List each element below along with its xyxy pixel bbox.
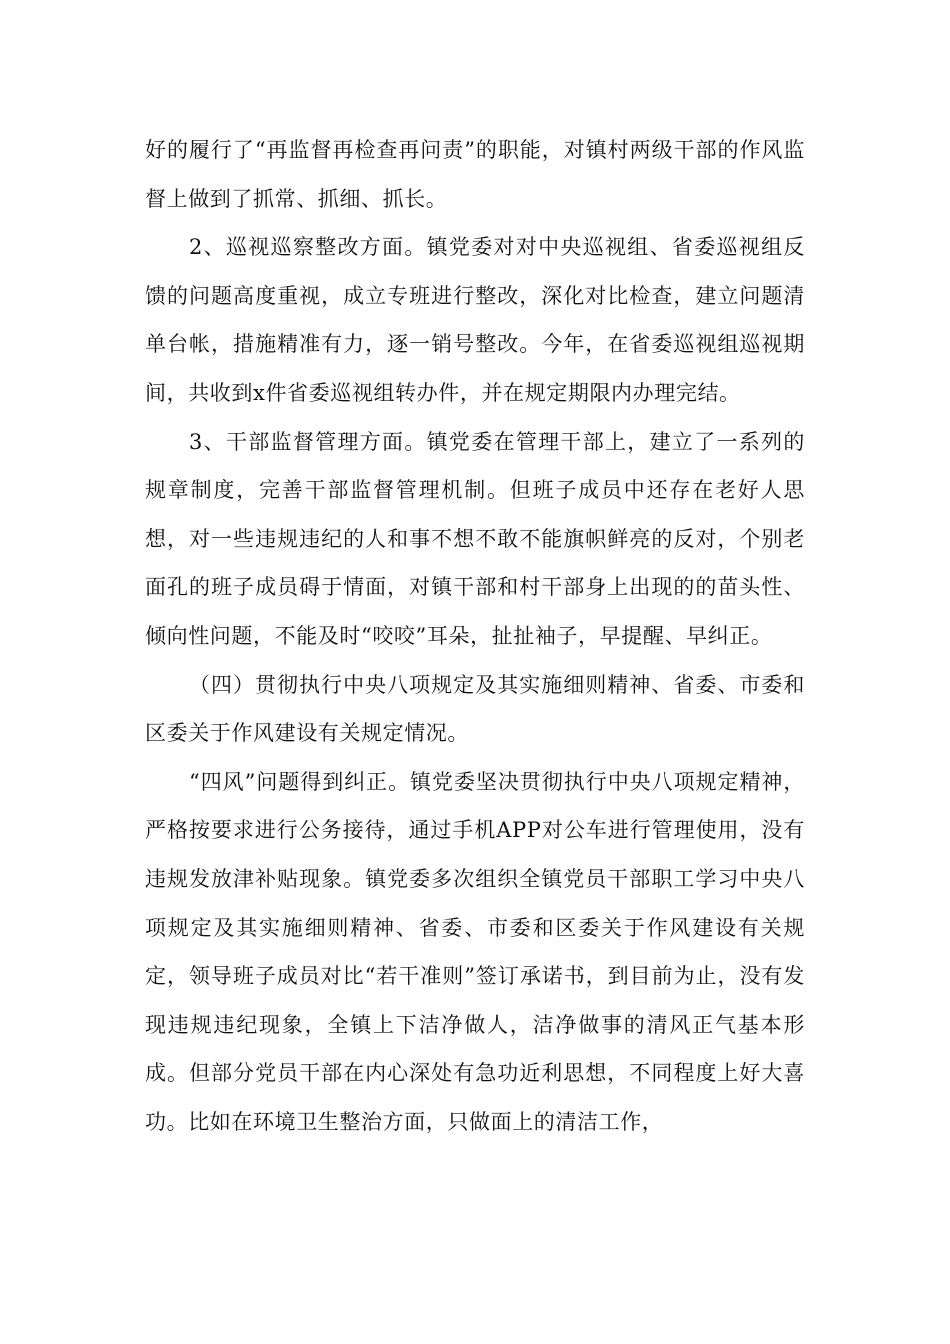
paragraph-cadre-supervision: 3、干部监督管理方面。镇党委在管理干部上，建立了一系列的规章制度，完善干部监督管理机制。但班子成员中还存在老好人思想，对一些违规违纪的人和事不想不敢不能旗帜鲜亮的反对，个别老面孔的班子成员碍于情面，对镇干部和村干部身上出现的的苗头性、倾向性问题，不能及时“咬咬”耳朵，扯扯袖子，早提醒、早纠正。: [145, 429, 805, 648]
paragraph-four-winds: “四风”问题得到纠正。镇党委坚决贯彻执行中央八项规定精神，严格按要求进行公务接待，通过手机APP对公车进行管理使用，没有违规发放津补贴现象。镇党委多次组织全镇党员干部职工学习中央八项规定及其实施细则精神、省委、市委和区委关于作风建设有关规定，领导班子成员对比“若干准则”签订承诺书，到目前为止，没有发现违规违纪现象，全镇上下洁净做人，洁净做事的清风正气基本形成。但部分党员干部在内心深处有急功近利思想，不同程度上好大喜功。比如在环境卫生整治方面，只做面上的清洁工作，: [145, 769, 805, 1134]
paragraph-inspection-rectification: 2、巡视巡察整改方面。镇党委对对中央巡视组、省委巡视组反馈的问题高度重视，成立专班进行整改，深化对比检查，建立问题清单台帐，措施精准有力，逐一销号整改。今年，在省委巡视组巡视期间，共收到x件省委巡视组转办件，并在规定期限内办理完结。: [145, 235, 805, 405]
document-page: [145, 126, 805, 1146]
paragraph-continuation: 好的履行了“再监督再检查再问责”的职能，对镇村两级干部的作风监督上做到了抓常、抓细、抓长。: [145, 138, 805, 211]
section-heading-four: （四）贯彻执行中央八项规定及其实施细则精神、省委、市委和区委关于作风建设有关规定情况。: [145, 672, 805, 746]
